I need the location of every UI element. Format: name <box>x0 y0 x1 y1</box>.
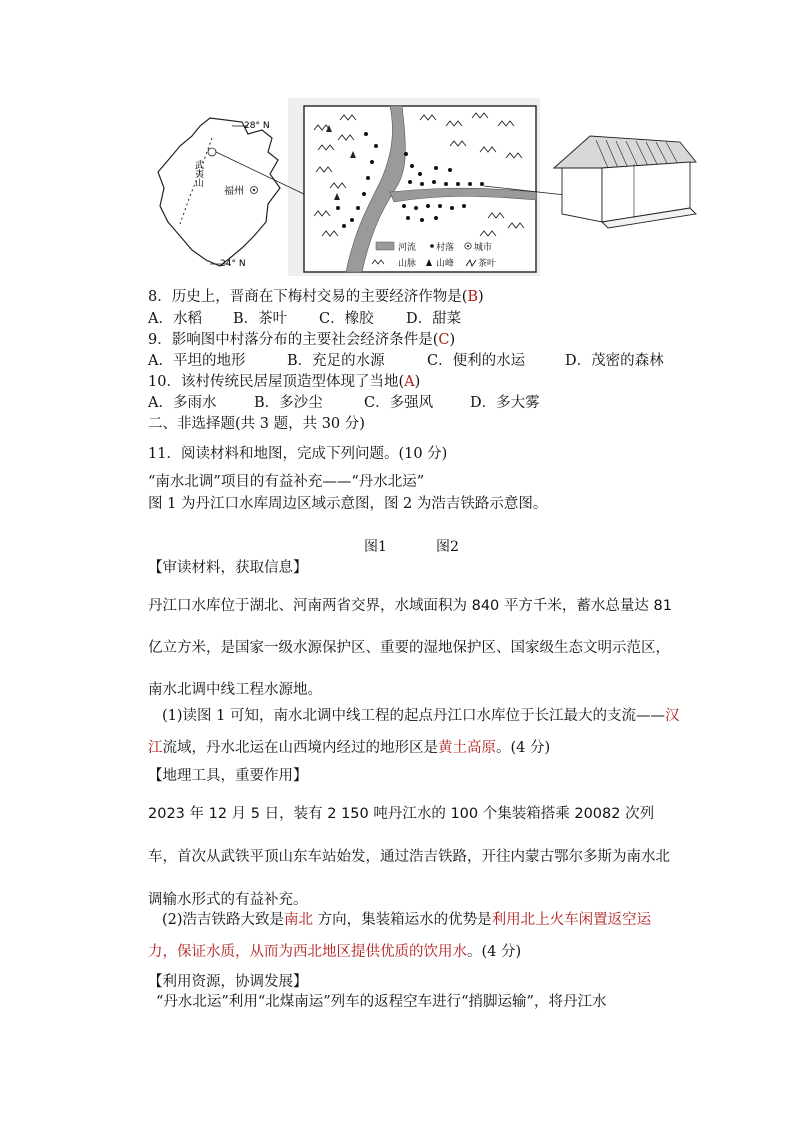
q10-option-b: B．多沙尘 <box>254 395 323 411</box>
svg-text:茶叶: 茶叶 <box>478 259 497 269</box>
q9-stem: 9．影响图中村落分布的主要社会经济条件是(C) <box>148 332 456 348</box>
q8-answer: B <box>467 289 479 305</box>
q8-option-d: D．甜菜 <box>406 311 462 327</box>
house-illustration <box>554 136 696 228</box>
q9-option-b: B．充足的水源 <box>287 353 385 369</box>
answer-loess-plateau: 黄土高原 <box>438 740 496 756</box>
q9-answer: C <box>438 332 450 348</box>
q10-option-d: D．多大雾 <box>470 395 540 411</box>
city-label: 福州 <box>224 186 244 197</box>
answer-north-south: 南北 <box>284 912 314 928</box>
svg-text:村落: 村落 <box>436 243 455 253</box>
heading-geo-tools: 【地理工具，重要作用】 <box>148 768 308 784</box>
svg-text:山脉: 山脉 <box>398 259 417 269</box>
answer-advantage: 利用北上火车闲置返空运力，保证水质，从而为西北地区提供优质的饮用水 <box>148 912 652 960</box>
sub-question-1: (1)读图 1 可知，南水北调中线工程的起点丹江口水库位于长江最大的支流——汉江流域，丹水北运在山西境内经过的地形区是黄土高原。(4 分) <box>148 708 680 756</box>
q9-option-a: A．平坦的地形 <box>148 353 246 369</box>
svg-text:城市: 城市 <box>474 243 493 253</box>
lat-top-label: 28° N <box>244 121 270 131</box>
province-outline <box>158 118 280 266</box>
svg-text:山峰: 山峰 <box>436 259 455 269</box>
q9-option-d: D．茂密的森林 <box>565 353 664 369</box>
paragraph-backhaul: “丹水北运”利用“北煤南运”列车的返程空车进行“捎脚运输”，将丹江水 <box>156 994 607 1010</box>
q9-option-c: C．便利的水运 <box>427 353 526 369</box>
map-figure <box>150 96 706 278</box>
q8-option-c: C．橡胶 <box>319 311 374 327</box>
q11-subtitle: “南水北调”项目的有益补充——“丹水北运” <box>148 474 425 490</box>
figure-1-caption: 图1 <box>364 539 387 555</box>
answer-hanjiang: 汉江 <box>148 708 680 756</box>
lat-bottom-label: 24° N <box>220 259 246 269</box>
q8-stem: 8．历史上，晋商在下梅村交易的主要经济作物是(B) <box>148 289 484 305</box>
q8-option-b: B．茶叶 <box>233 311 288 327</box>
mountain-label: 武夷山 <box>193 160 203 187</box>
svg-text:河流: 河流 <box>398 243 417 253</box>
figure-2-caption: 图2 <box>436 539 459 555</box>
sub-question-2: (2)浩吉铁路大致是南北 方向，集装箱运水的优势是利用北上火车闲置返空运力，保证水质，从而为西北地区提供优质的饮用水。(4 分) <box>148 912 652 960</box>
q10-answer: A <box>404 374 415 390</box>
section-heading: 二、非选择题(共 3 题，共 30 分) <box>148 416 365 432</box>
q11-stem: 11．阅读材料和地图，完成下列问题。(10 分) <box>148 446 448 462</box>
heading-read-material: 【审读材料，获取信息】 <box>148 560 308 576</box>
q8-option-a: A．水稻 <box>148 311 202 327</box>
paragraph-reservoir: 丹江口水库位于湖北、河南两省交界，水域面积为 840 平方千米，蓄水总量达 81 亿立方米，是国家一级水源保护区、重要的湿地保护区、国家级生态文明示范区，南水北调中线工程水源地。 <box>148 598 672 698</box>
q10-option-a: A．多雨水 <box>148 395 217 411</box>
q10-stem: 10．该村传统民居屋顶造型体现了当地(A) <box>148 374 421 390</box>
q11-description: 图 1 为丹江口水库周边区域示意图，图 2 为浩吉铁路示意图。 <box>148 496 548 512</box>
heading-resources: 【利用资源，协调发展】 <box>148 974 308 990</box>
q10-option-c: C．多强风 <box>364 395 434 411</box>
paragraph-train: 2023 年 12 月 5 日，装有 2 150 吨丹江水的 100 个集装箱搭乘 20082 次列车，首次从武铁平顶山东车站始发，通过浩吉铁路，开往内蒙古鄂尔多斯为南水北调输水形式的有益补充。 <box>148 806 670 908</box>
